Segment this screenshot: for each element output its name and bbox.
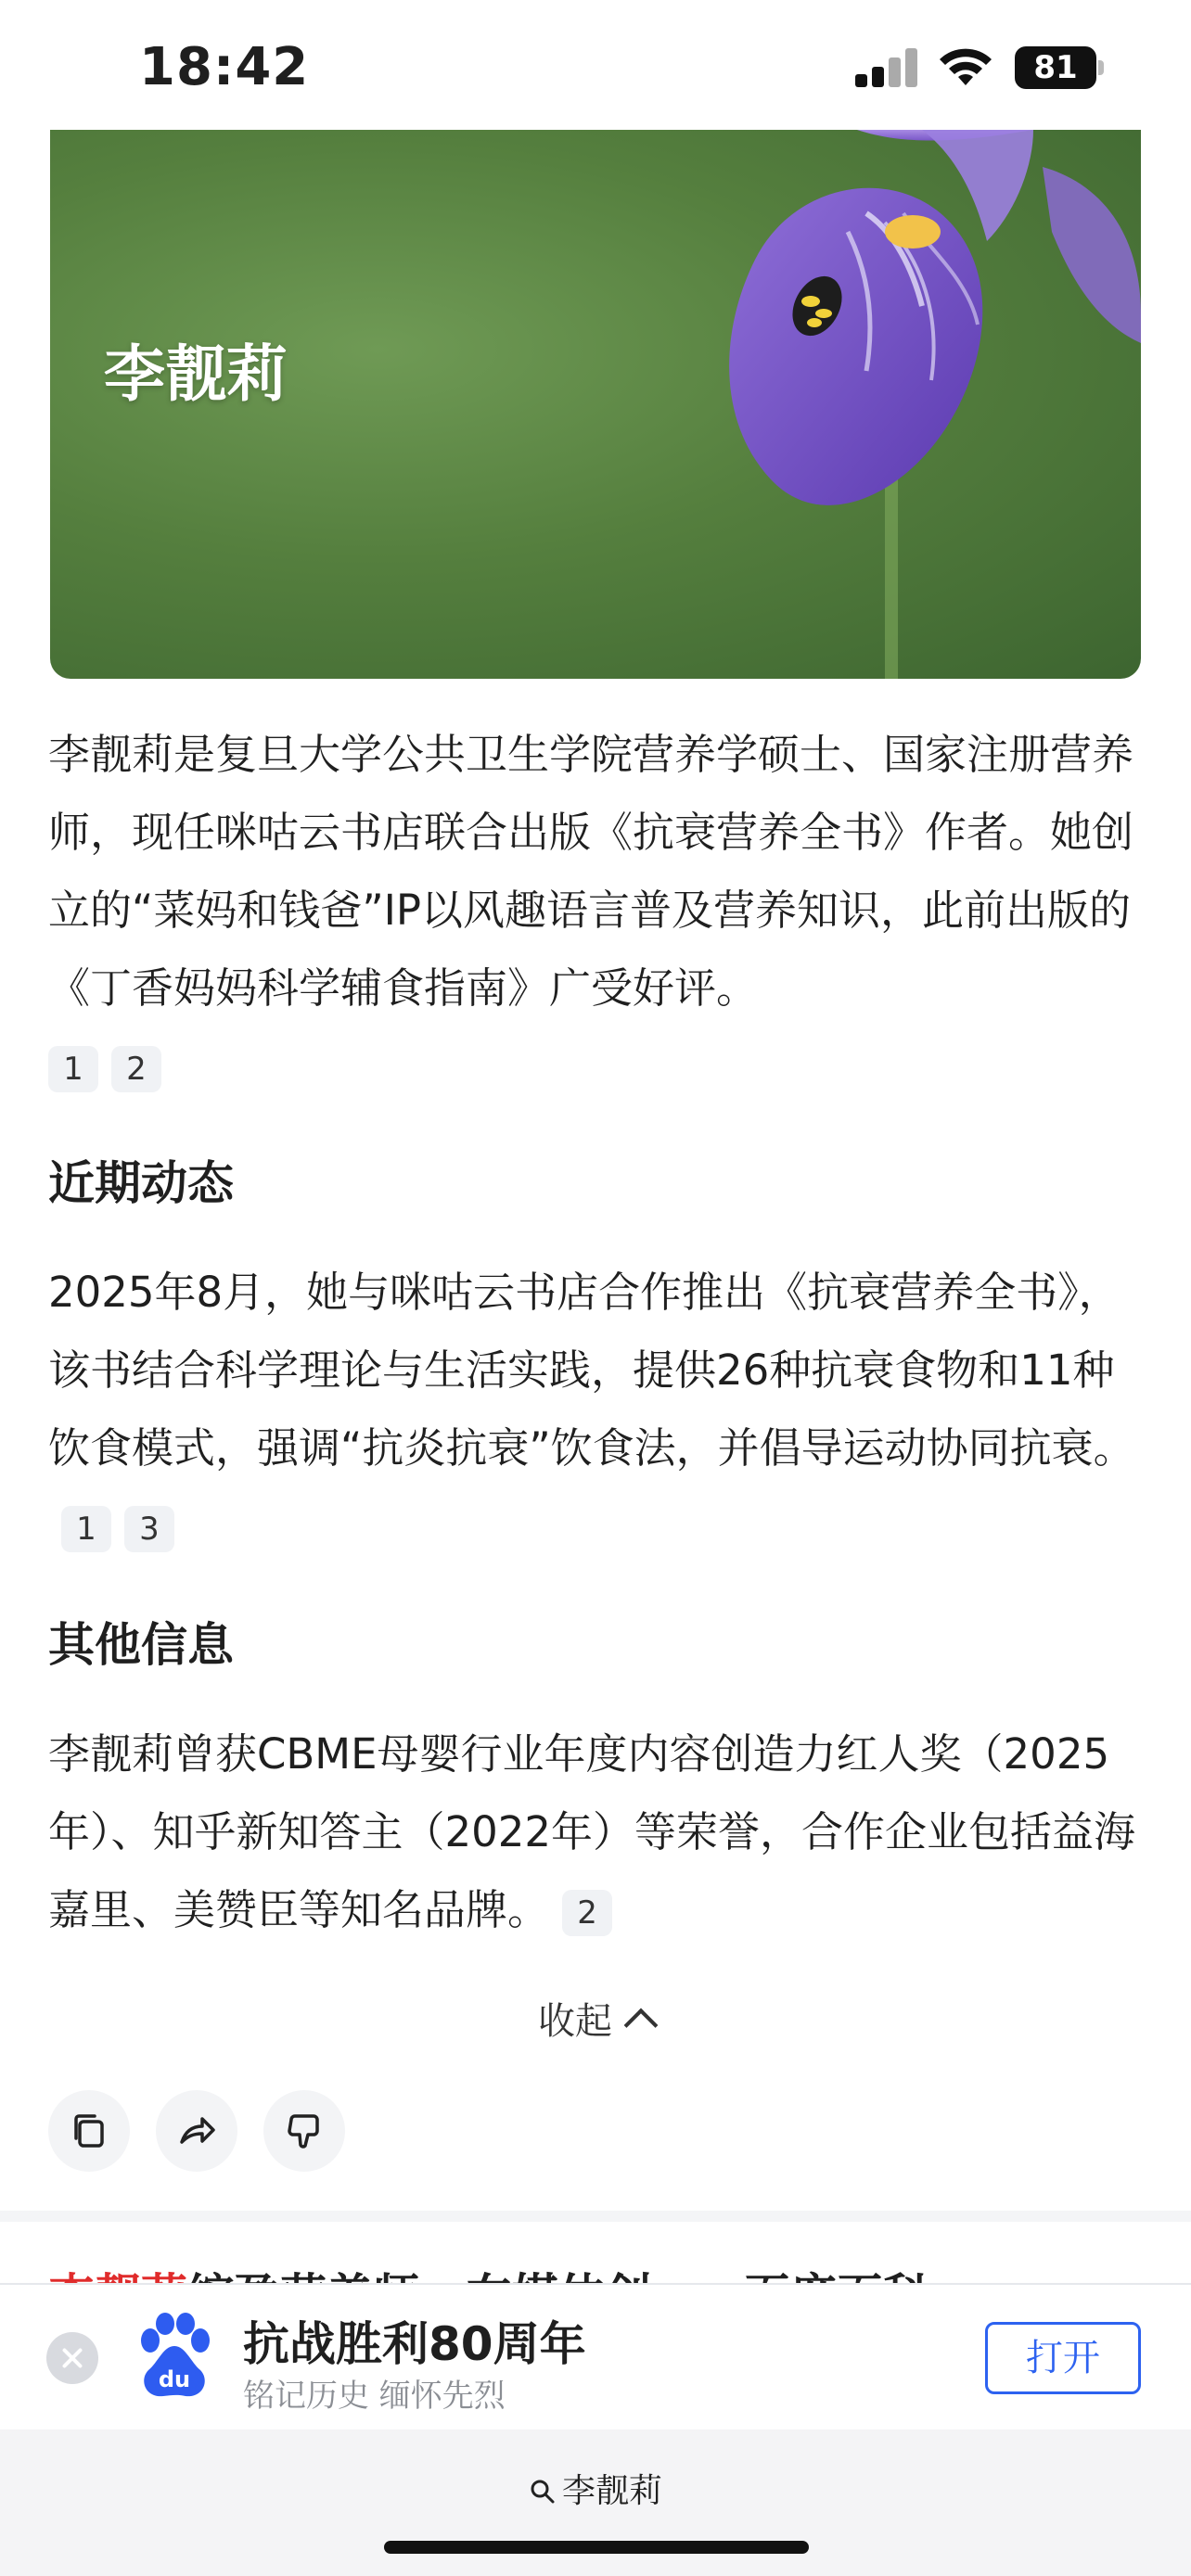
section-title-recent: 近期动态 bbox=[48, 1156, 234, 1210]
battery-level: 81 bbox=[1015, 46, 1096, 89]
collapse-button[interactable] bbox=[0, 1992, 1191, 2045]
app-promo-banner bbox=[0, 2283, 1191, 2431]
bottom-search-query: 李靓莉 bbox=[561, 2472, 662, 2510]
battery-icon bbox=[1015, 46, 1104, 89]
bottom-address-bar[interactable] bbox=[0, 2429, 1191, 2576]
other-paragraph bbox=[48, 1715, 1143, 1949]
search-icon bbox=[529, 2478, 557, 2506]
copy-button[interactable] bbox=[48, 2090, 130, 2172]
thumbs-down-icon bbox=[284, 2111, 325, 2151]
citation-badge[interactable]: 2 bbox=[111, 1046, 161, 1092]
baidu-logo bbox=[135, 2313, 213, 2402]
recent-text: 2025年8月，她与咪咕云书店合作推出《抗衰营养全书》，该书结合科学理论与生活实践，提供26种抗衰食物和11种饮食模式，强调“抗炎抗衰”饮食法，并倡导运动协同抗衰。 bbox=[48, 1268, 1135, 1473]
recent-paragraph bbox=[48, 1254, 1143, 1565]
citation-badge[interactable]: 3 bbox=[124, 1506, 174, 1552]
citation-badge[interactable]: 1 bbox=[48, 1046, 98, 1092]
wifi-icon bbox=[937, 45, 994, 89]
hero-title: 李靓莉 bbox=[104, 338, 288, 410]
banner-subtitle: 铭记历史 缅怀先烈 bbox=[243, 2378, 506, 2415]
bottom-search-field[interactable] bbox=[0, 2465, 1191, 2512]
close-icon[interactable] bbox=[46, 2332, 98, 2384]
status-bar bbox=[0, 0, 1191, 130]
chevron-up-icon bbox=[624, 2009, 659, 2043]
svg-text:du: du bbox=[158, 2366, 191, 2392]
section-title-other: 其他信息 bbox=[48, 1618, 234, 1672]
citation-badge[interactable]: 1 bbox=[61, 1506, 111, 1552]
intro-text: 李靓莉是复旦大学公共卫生学院营养学硕士、国家注册营养师，现任咪咕云书店联合出版《抗衰营养全书》作者。她创立的“菜妈和钱爸”IP以风趣语言普及营养知识，此前出版的《丁香妈妈科学辅食指南》广受好评。 bbox=[48, 730, 1134, 1013]
share-icon bbox=[176, 2111, 217, 2151]
other-text: 李靓莉曾获CBME母婴行业年度内容创造力红人奖（2025年）、知乎新知答主（2022年）等荣誉，合作企业包括益海嘉里、美赞臣等知名品牌。 bbox=[48, 1729, 1136, 1934]
status-time: 18:42 bbox=[139, 37, 310, 97]
home-indicator bbox=[384, 2541, 809, 2554]
intro-paragraph bbox=[48, 716, 1143, 1105]
banner-title: 抗战胜利80周年 bbox=[243, 2317, 586, 2371]
collapse-label: 收起 bbox=[538, 2000, 612, 2043]
cellular-signal-icon bbox=[855, 48, 918, 87]
open-app-button[interactable]: 打开 bbox=[985, 2322, 1141, 2394]
share-button[interactable] bbox=[156, 2090, 237, 2172]
copy-icon bbox=[69, 2111, 109, 2151]
hero-image bbox=[50, 130, 1141, 679]
section-divider bbox=[0, 2211, 1191, 2222]
dislike-button[interactable] bbox=[263, 2090, 345, 2172]
citation-badge[interactable]: 2 bbox=[562, 1890, 612, 1936]
